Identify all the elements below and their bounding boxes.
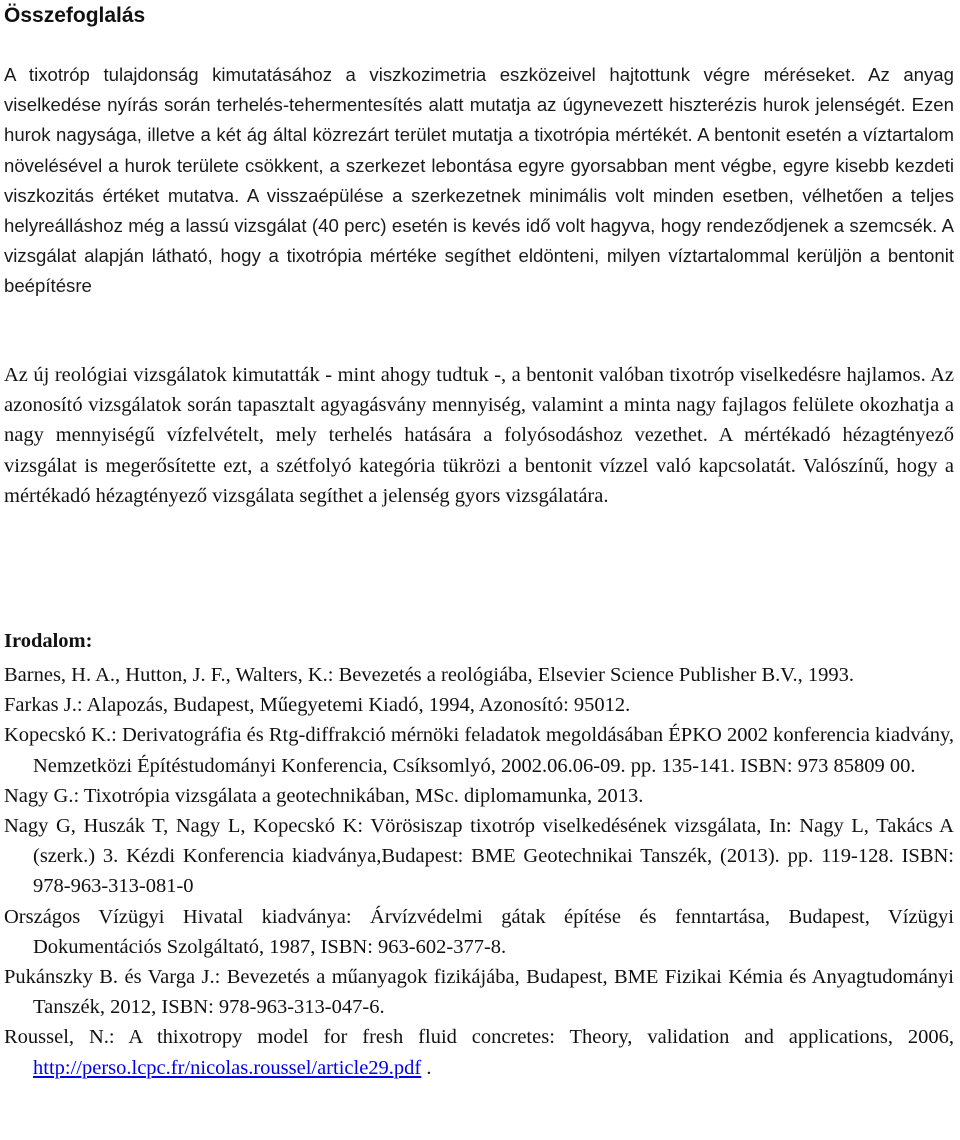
reference-item: Nagy G, Huszák T, Nagy L, Kopecskó K: Vörösiszap tixotróp viselkedésének vizsgálata, In: Nagy L, Takács A (szerk.) 3. Kézdi Konferencia kiadványa,Budapest: BME Geotechnikai Tanszék, (2013). pp. 119-128. ISBN: 978-963-313-081-0: [4, 815, 954, 898]
references-list: [4, 660, 954, 1083]
conclusion-paragraph: Az új reológiai vizsgálatok kimutatták - mint ahogy tudtuk -, a bentonit valóban tixotróp viselkedésre hajlamos. Az azonosító vizsgálatok során tapasztalt agyagásvány mennyiség, valamint a minta nagy fajlagos felülete okozhatja a nagy mennyiségű vízfelvételt, mely terhelés hatására a folyósodáshoz vezethet. A mértékadó hézagtényező vizsgálat is megerősítette ezt, a szétfolyó kategória tükrözi a bentonit vízzel való kapcsolatát. Valószínű, hogy a mértékadó hézagtényező vizsgálata segíthet a jelenség gyors vizsgálatára.: [4, 364, 954, 507]
reference-item: [4, 1022, 954, 1082]
summary-paragraph: A tixotróp tulajdonság kimutatásához a viszkozimetria eszközeivel hajtottunk végre méréseket. Az anyag viselkedése nyírás során terhelés-tehermentesítés alatt mutatja az úgynevezett hiszterézis hurok jelenségét. Ezen hurok nagysága, illetve a két ág által közrezárt terület mutatja a tixotrópia mértékét. A bentonit esetén a víztartalom növelésével a hurok területe csökkent, a szerkezet lebontása egyre gyorsabban ment végbe, egyre kisebb kezdeti viszkozitás értéket mutatva. A visszaépülése a szerkezetnek minimális volt minden esetben, vélhetően a teljes helyreálláshoz még a lassú vizsgálat (40 perc) esetén is kevés idő volt hagyva, hogy rendeződjenek a szemcsék. A vizsgálat alapján látható, hogy a tixotrópia mértéke segíthet eldönteni, milyen víztartalommal kerüljön a bentonit beépítésre: [4, 64, 954, 297]
reference-suffix: .: [421, 1056, 432, 1079]
reference-item: Nagy G.: Tixotrópia vizsgálata a geotechnikában, MSc. diplomamunka, 2013.: [4, 784, 644, 807]
reference-text: Roussel, N.: A thixotropy model for fresh fluid concretes: Theory, validation and applications, 2006,: [4, 1026, 954, 1049]
reference-item: Farkas J.: Alapozás, Budapest, Műegyetemi Kiadó, 1994, Azonosító: 95012.: [4, 694, 631, 717]
reference-item: Országos Vízügyi Hivatal kiadványa: Árvízvédelmi gátak építése és fenntartása, Budapest, Vízügyi Dokumentációs Szolgáltató, 1987, ISBN: 963-602-377-8.: [4, 905, 954, 958]
reference-item: Barnes, H. A., Hutton, J. F., Walters, K.: Bevezetés a reológiába, Elsevier Science Publisher B.V., 1993.: [4, 664, 854, 686]
references-title: Irodalom:: [4, 630, 93, 652]
reference-item: Pukánszky B. és Varga J.: Bevezetés a műanyagok fizikájába, Budapest, BME Fizikai Kémia és Anyagtudományi Tanszék, 2012, ISBN: 978-963-313-047-6.: [4, 966, 954, 1019]
section-title: Összefoglalás: [4, 4, 146, 27]
reference-item: Kopecskó K.: Derivatográfia és Rtg-diffrakció mérnöki feladatok megoldásában ÉPKO 2002 konferencia kiadvány, Nemzetközi Építéstudományi Konferencia, Csíksomlyó, 2002.06.06-09. pp. 135-141. ISBN: 973 85809 00.: [4, 724, 954, 777]
article-link[interactable]: http://perso.lcpc.fr/nicolas.roussel/article29.pdf: [33, 1056, 422, 1079]
